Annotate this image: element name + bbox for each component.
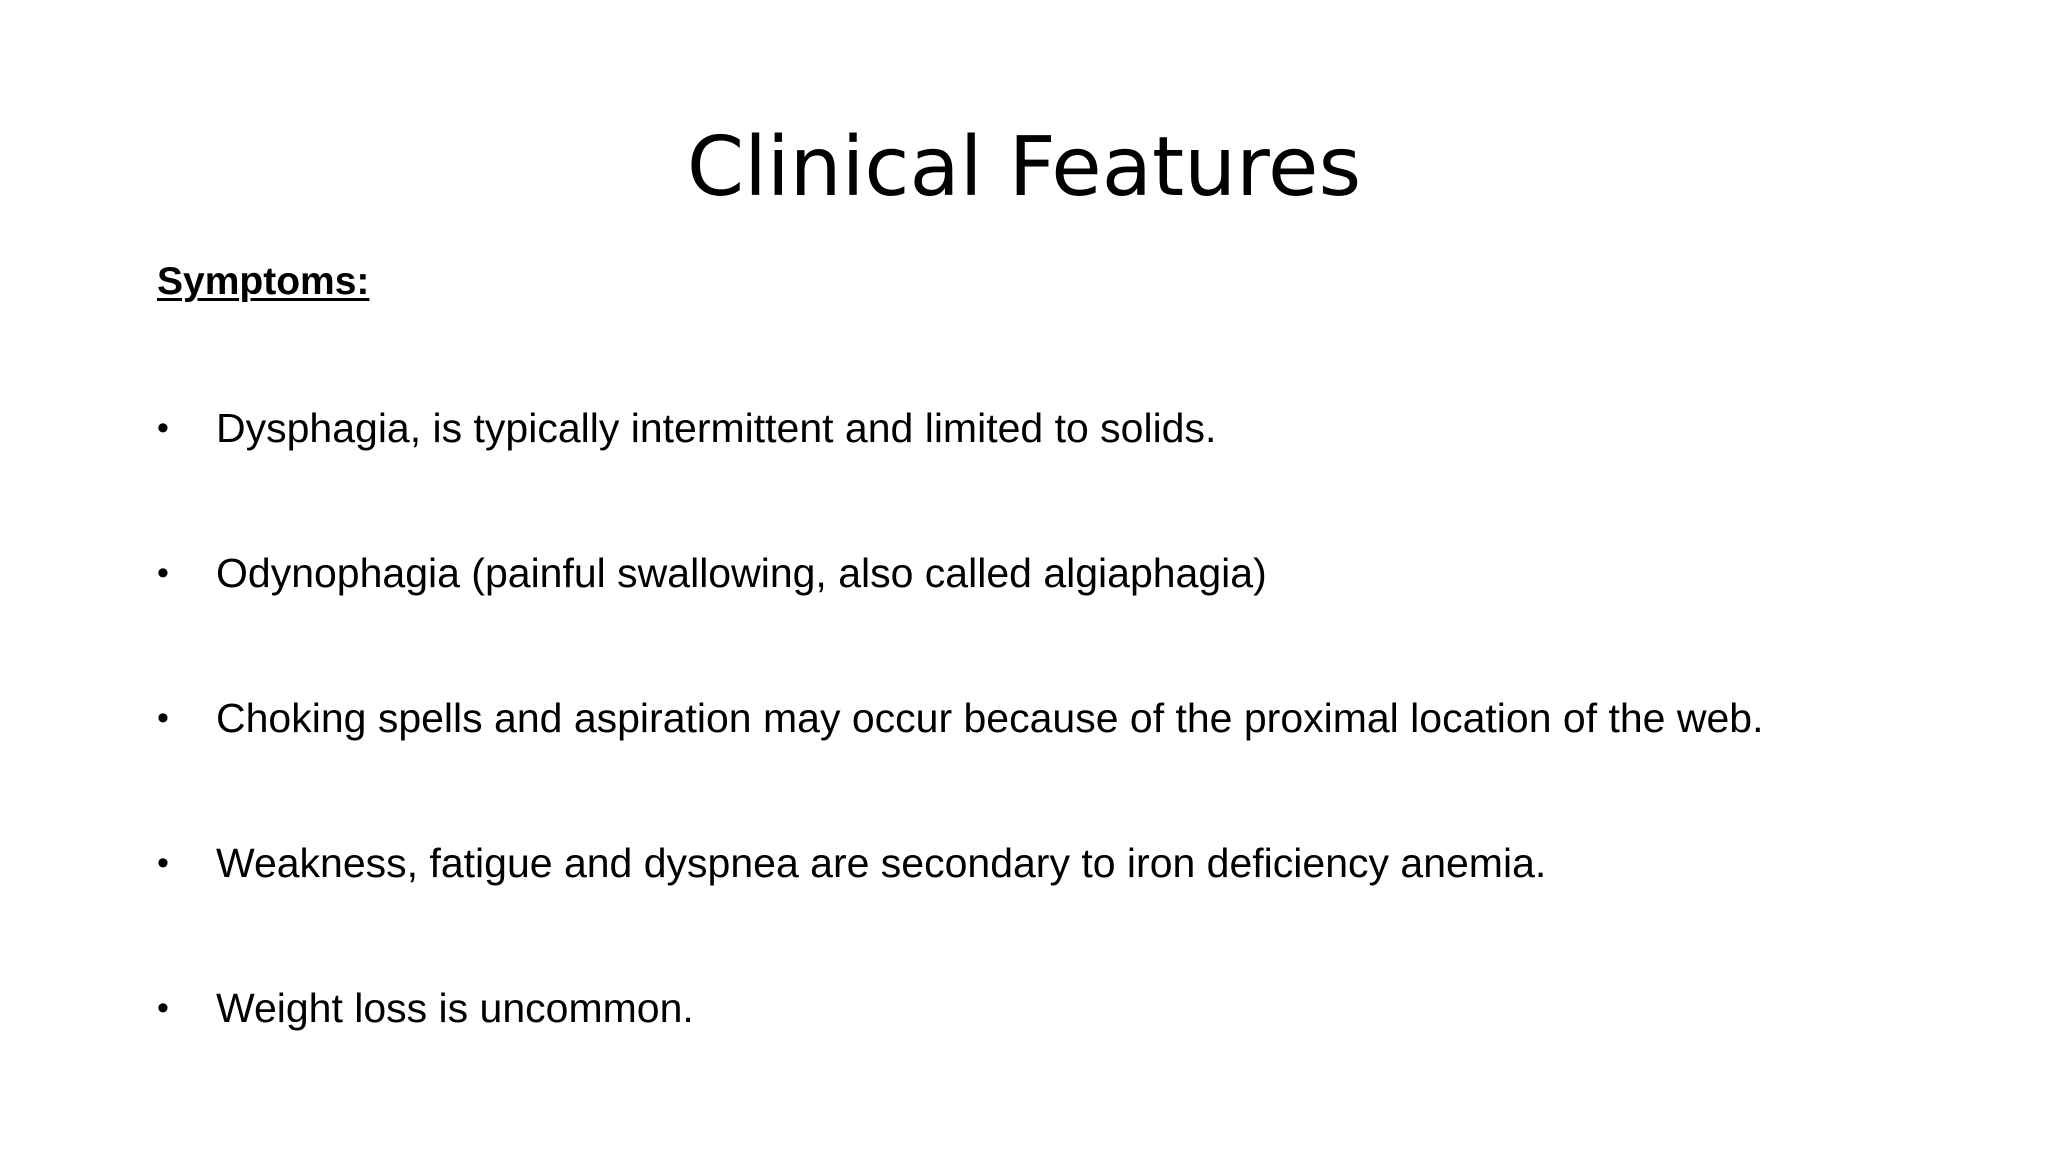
list-item-text: Weakness, fatigue and dyspnea are secondary to iron deficiency anemia. [216, 840, 1547, 886]
symptoms-heading: Symptoms: [157, 260, 370, 303]
bullet-icon: • [157, 699, 169, 737]
list-item-text: Choking spells and aspiration may occur because of the proximal location of the web. [216, 695, 1764, 741]
bullet-icon: • [157, 989, 169, 1027]
bullet-icon: • [157, 844, 169, 882]
list-item-text: Weight loss is uncommon. [216, 985, 694, 1031]
bullet-icon: • [157, 409, 169, 447]
list-item-text: Dysphagia, is typically intermittent and limited to solids. [216, 405, 1217, 451]
list-item-text: Odynophagia (painful swallowing, also called algiaphagia) [216, 550, 1267, 596]
bullet-icon: • [157, 554, 169, 592]
slide-title: Clinical Features [686, 120, 1362, 215]
